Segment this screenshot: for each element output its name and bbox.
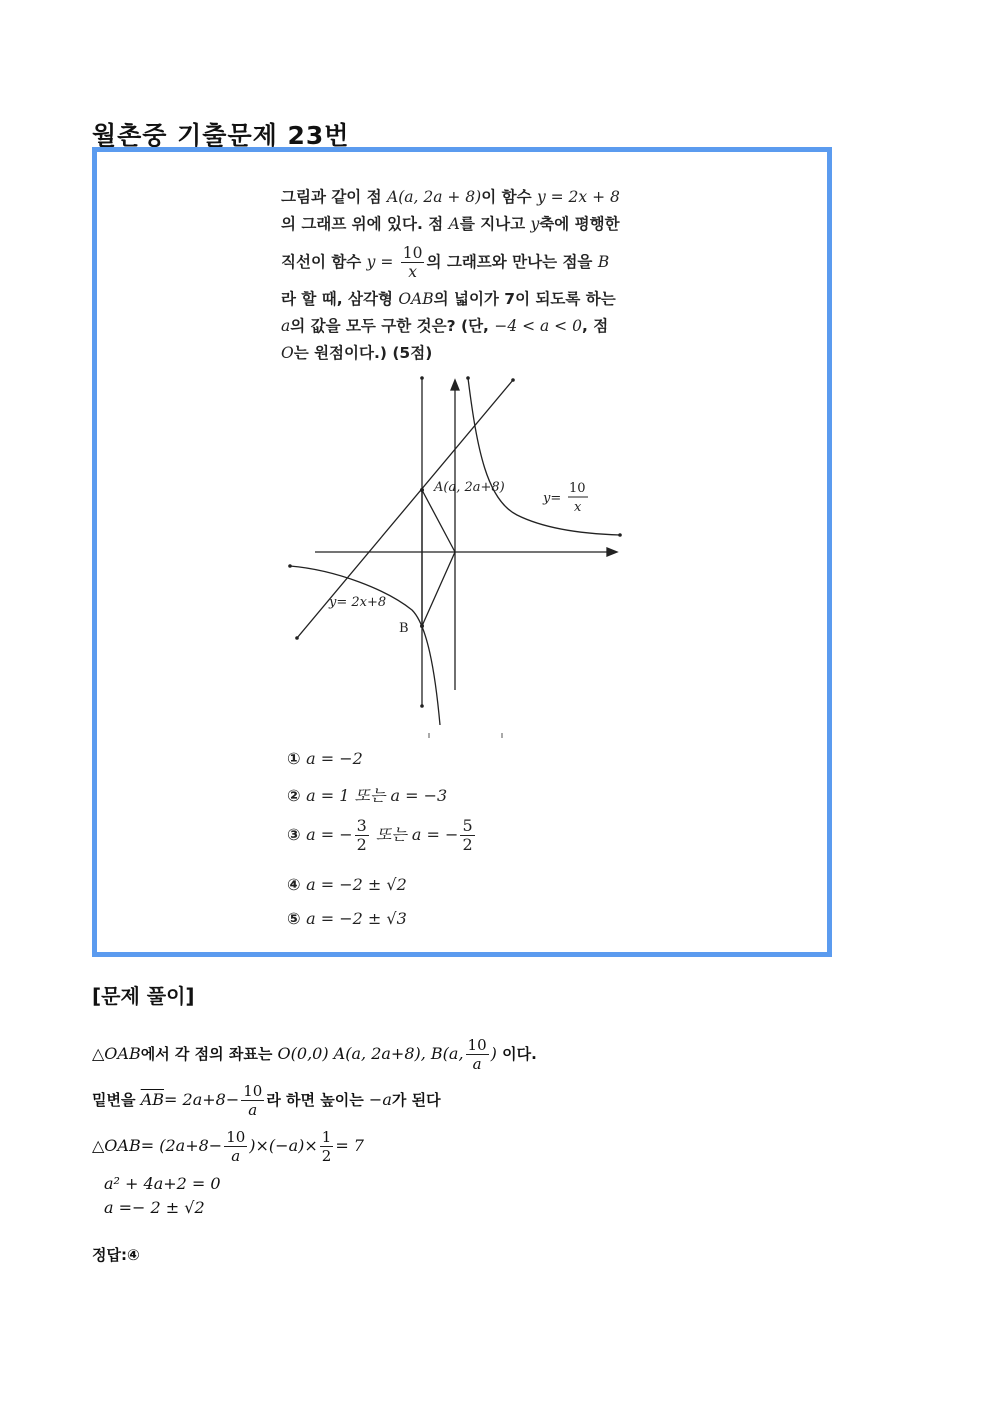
sol-math: −a	[368, 1090, 392, 1109]
q-math: OAB	[398, 290, 434, 308]
hyperbola-end-dot	[618, 533, 622, 537]
solution-line-4	[104, 1174, 221, 1193]
q-text: 라 할 때, 삼각형	[281, 290, 399, 308]
frac-den: a	[248, 1101, 258, 1119]
q-math: y	[530, 215, 540, 233]
sol-text: 밑변을	[92, 1091, 141, 1109]
sol-math: △OAB= (2a+8−	[92, 1136, 223, 1155]
choice-3[interactable]	[287, 817, 477, 854]
vertical-line-top-dot	[420, 376, 424, 380]
sol-fraction	[466, 1036, 489, 1073]
q-math: y = 2x + 8	[536, 188, 620, 206]
choice-number: ④	[287, 875, 301, 894]
q-math: y =	[366, 253, 394, 271]
q-math: O	[281, 344, 294, 362]
choice-number: ③	[287, 825, 301, 844]
frac-den: 2	[321, 1147, 332, 1165]
label-hyperbola: y=	[543, 491, 562, 506]
frac-num: 3	[356, 816, 367, 835]
q-math: A	[448, 215, 460, 233]
frac-num: 1	[321, 1128, 332, 1146]
y-axis-arrow	[451, 380, 459, 390]
hyperbola-top-dot	[466, 376, 470, 380]
sol-fraction	[224, 1128, 247, 1165]
triangle-oab	[422, 490, 455, 626]
label-line: y= 2x+8	[329, 595, 387, 610]
choice-1[interactable]	[287, 749, 363, 768]
sol-fraction	[320, 1128, 334, 1165]
choice-2[interactable]	[287, 783, 447, 806]
choice-text: a = −	[306, 825, 353, 844]
q-text: 축에 평행한	[539, 215, 620, 233]
frac-num: 10	[243, 1082, 263, 1100]
sol-text: 에서 각 점의 좌표는	[140, 1045, 278, 1063]
choice-fraction	[460, 817, 474, 854]
frac-den: a	[231, 1147, 241, 1165]
q-text: 이 함수	[481, 188, 537, 206]
sol-fraction	[241, 1082, 264, 1119]
graph-figure	[287, 370, 647, 745]
question-text	[281, 184, 681, 367]
label-b: B	[399, 621, 409, 636]
point-b	[420, 624, 424, 628]
q-text: 를 지나고	[459, 215, 531, 233]
q-fraction	[401, 244, 425, 281]
problem-box	[92, 147, 832, 957]
sol-math: O(0,0) A(a, 2a+8), B(a,	[277, 1044, 464, 1063]
q-frac-den: x	[408, 263, 417, 281]
hyperbola-branch-1	[468, 378, 620, 535]
q-text: 의 넓이가 7이 되도록 하는	[433, 290, 616, 308]
q-text: 의 그래프 위에 있다. 점	[281, 215, 449, 233]
sol-math: = 7	[335, 1136, 364, 1155]
sol-text: 가 된다	[391, 1091, 441, 1109]
q-math: −4 < a < 0	[494, 317, 582, 335]
solution-title: [문제 풀이]	[92, 984, 195, 1008]
answer: 정답:④	[92, 1246, 140, 1264]
solution-line-3	[92, 1128, 364, 1165]
q-text: 의 값을 모두 구한 것은? (단,	[290, 317, 495, 335]
choice-number: ②	[287, 786, 301, 805]
frac-den: 2	[356, 835, 367, 854]
vertical-line-bottom-dot	[420, 704, 424, 708]
sol-math: △OAB	[92, 1044, 141, 1063]
choice-4[interactable]	[287, 875, 407, 894]
choice-text: a = 1 또는 a = −3	[306, 786, 448, 805]
q-math: A(a, 2a + 8)	[387, 188, 482, 206]
frac-den: a	[472, 1055, 482, 1073]
q-text: 는 원점이다.) (5점)	[293, 344, 433, 362]
label-a: A(a, 2a+8)	[434, 480, 505, 495]
choice-number: ①	[287, 749, 301, 768]
q-text: , 점	[581, 317, 609, 335]
linear-end-dot	[511, 378, 515, 382]
q-text: 의 그래프와 만나는 점을	[426, 253, 598, 271]
choice-fraction	[355, 817, 369, 854]
sol-math: )	[490, 1044, 497, 1063]
choice-5[interactable]	[287, 909, 407, 928]
choice-text: 또는 a = −	[370, 825, 459, 844]
label-hyperbola-den: x	[574, 500, 582, 515]
linear-start-dot	[295, 636, 299, 640]
choice-text: a = −2 ± √2	[306, 875, 407, 894]
page-title: 월촌중 기출문제 23번	[92, 121, 350, 150]
choice-text: a = −2 ± √3	[306, 909, 407, 928]
frac-num: 5	[462, 816, 473, 835]
hyperbola-start-dot	[288, 564, 292, 568]
q-math: B	[597, 253, 610, 271]
sol-math: $\overline{AB}$	[140, 1090, 165, 1109]
hyperbola-branch-2	[290, 566, 440, 725]
sol-text: 라 하면 높이는	[266, 1091, 369, 1109]
frac-num: 10	[467, 1036, 487, 1054]
sol-math: = 2a+8−	[164, 1090, 240, 1109]
sol-math: )×(−a)×	[249, 1136, 318, 1155]
x-axis-arrow	[607, 548, 617, 556]
label-hyperbola-num: 10	[569, 481, 586, 496]
sol-text: 이다.	[496, 1045, 537, 1063]
solution-line-1	[92, 1036, 537, 1073]
q-text: 직선이 함수	[281, 253, 367, 271]
q-math: a	[281, 317, 291, 335]
point-a	[420, 488, 424, 492]
frac-num: 10	[226, 1128, 246, 1146]
q-frac-num: 10	[402, 244, 423, 262]
choice-text: a = −2	[306, 749, 363, 768]
sol-math: a² + 4a+2 = 0	[104, 1174, 221, 1193]
choice-number: ⑤	[287, 909, 301, 928]
q-text: 그림과 같이 점	[281, 188, 388, 206]
solution-line-2	[92, 1082, 441, 1119]
solution-line-5	[104, 1198, 205, 1217]
sol-math: a =− 2 ± √2	[104, 1198, 205, 1217]
frac-den: 2	[462, 835, 473, 854]
